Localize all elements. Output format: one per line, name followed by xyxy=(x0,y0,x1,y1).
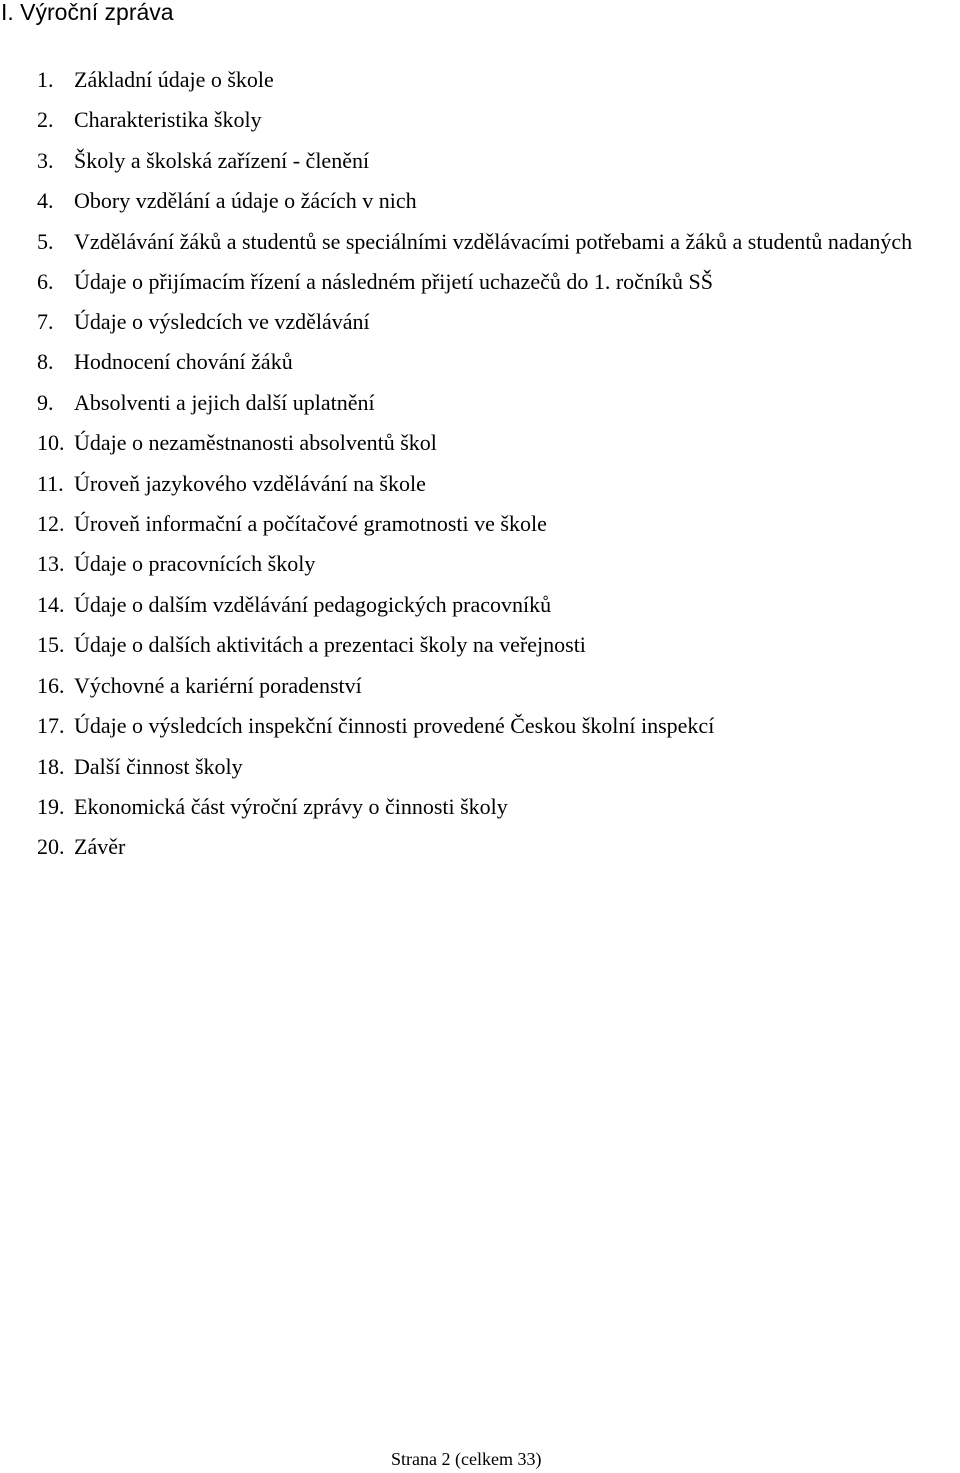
toc-item-19 xyxy=(0,787,960,827)
page-footer: Strana 2 (celkem 33) xyxy=(391,1449,542,1469)
toc-item-text: Úroveň jazykového vzdělávání na škole xyxy=(74,470,426,496)
toc-item-text: Základní údaje o škole xyxy=(74,67,274,92)
toc-item-number: 20. xyxy=(37,834,65,860)
toc-item-number: 19. xyxy=(37,793,65,819)
toc-item-number: 3. xyxy=(37,147,54,173)
toc-item-6 xyxy=(0,262,960,302)
toc-item-13 xyxy=(0,544,960,584)
toc-item-11 xyxy=(0,464,960,504)
toc-item-text: Charakteristika školy xyxy=(74,107,262,133)
toc-item-9 xyxy=(0,383,960,423)
toc-item-text: Obory vzdělání a údaje o žácích v nich xyxy=(74,188,417,214)
toc-item-number: 6. xyxy=(37,268,54,294)
section-title: I. Výroční zpráva xyxy=(1,0,174,25)
toc-item-text: Výchovné a kariérní poradenství xyxy=(74,672,362,698)
toc-item-10 xyxy=(0,423,960,463)
toc-item-text: Údaje o pracovnících školy xyxy=(74,551,316,577)
toc-item-4 xyxy=(0,181,960,221)
toc-item-text: Údaje o dalším vzdělávání pedagogických pracovníků xyxy=(74,591,552,617)
toc-item-number: 11. xyxy=(37,470,64,496)
toc-item-text: Další činnost školy xyxy=(74,753,243,779)
toc-item-number: 13. xyxy=(37,551,65,577)
toc-item-12 xyxy=(0,504,960,544)
toc-item-text: Údaje o dalších aktivitách a prezentaci školy na veřejnosti xyxy=(74,632,586,658)
toc-item-text: Školy a školská zařízení - členění xyxy=(74,147,370,173)
toc-item-16 xyxy=(0,666,960,706)
toc-item-number: 1. xyxy=(37,67,54,92)
toc-item-2 xyxy=(0,100,960,140)
toc-item-number: 9. xyxy=(37,389,54,415)
toc-item-text: Závěr xyxy=(74,834,126,860)
toc-item-number: 10. xyxy=(37,430,65,456)
toc-item-text: Úroveň informační a počítačové gramotnosti ve škole xyxy=(74,511,547,537)
toc-item-3 xyxy=(0,141,960,181)
toc-item-15 xyxy=(0,625,960,665)
toc-item-number: 5. xyxy=(37,228,54,254)
table-of-contents xyxy=(0,60,960,868)
toc-item-17 xyxy=(0,706,960,746)
toc-item-text: Údaje o výsledcích inspekční činnosti provedené Českou školní inspekcí xyxy=(74,713,715,739)
toc-item-7 xyxy=(0,302,960,342)
toc-item-number: 4. xyxy=(37,188,54,214)
toc-item-number: 14. xyxy=(37,591,65,617)
toc-item-text: Údaje o nezaměstnanosti absolventů škol xyxy=(74,430,437,456)
toc-item-number: 7. xyxy=(37,309,54,335)
toc-item-text: Vzdělávání žáků a studentů se speciálními vzdělávacími potřebami a žáků a studentů nadaných xyxy=(74,228,913,254)
toc-item-number: 16. xyxy=(37,672,65,698)
toc-item-text: Údaje o přijímacím řízení a následném přijetí uchazečů do 1. ročníků SŠ xyxy=(74,268,714,294)
toc-item-5 xyxy=(0,222,960,262)
toc-item-number: 8. xyxy=(37,349,54,375)
toc-item-20 xyxy=(0,827,960,867)
toc-item-number: 12. xyxy=(37,511,65,537)
toc-item-text: Absolventi a jejich další uplatnění xyxy=(74,389,375,415)
toc-item-18 xyxy=(0,747,960,787)
toc-item-number: 18. xyxy=(37,753,65,779)
toc-item-number: 15. xyxy=(37,632,65,658)
toc-item-number: 2. xyxy=(37,107,54,133)
toc-item-1 xyxy=(0,60,960,100)
toc-item-8 xyxy=(0,342,960,382)
toc-item-text: Ekonomická část výroční zprávy o činnosti školy xyxy=(74,793,508,819)
toc-item-text: Hodnocení chování žáků xyxy=(74,349,293,375)
toc-item-number: 17. xyxy=(37,713,65,739)
toc-item-14 xyxy=(0,585,960,625)
toc-item-text: Údaje o výsledcích ve vzdělávání xyxy=(74,309,370,335)
